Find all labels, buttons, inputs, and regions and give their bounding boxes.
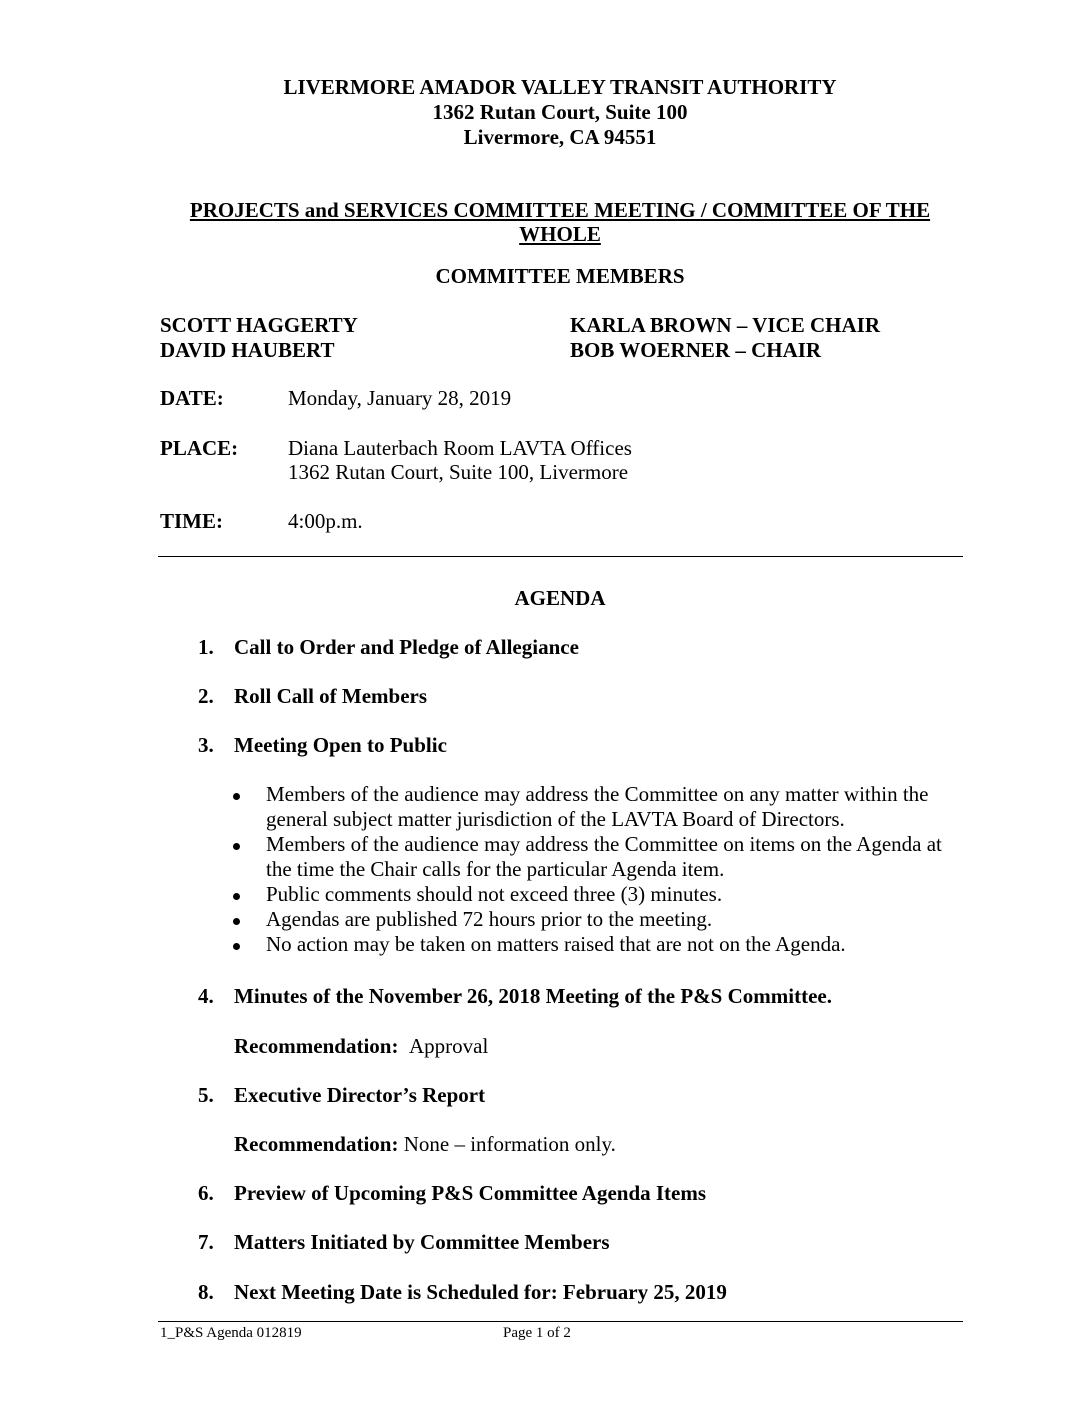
meeting-title-line-2: WHOLE xyxy=(519,222,601,246)
bullet-icon xyxy=(233,918,240,925)
header-divider xyxy=(158,556,963,557)
agenda-item-next-meeting: Next Meeting Date is Scheduled for: February 25, 2019 xyxy=(234,1280,727,1304)
time-value: 4:00p.m. xyxy=(288,509,363,533)
agenda-heading: AGENDA xyxy=(514,586,606,610)
recommendation-value: None – information only. xyxy=(403,1132,616,1156)
agenda-item-number: 7. xyxy=(198,1230,214,1254)
address-line-1: 1362 Rutan Court, Suite 100 xyxy=(432,100,688,124)
agenda-item-call-to-order: Call to Order and Pledge of Allegiance xyxy=(234,635,579,659)
agenda-item-roll-call: Roll Call of Members xyxy=(234,684,428,708)
agenda-item-minutes: Minutes of the November 26, 2018 Meeting of the P&S Committee. xyxy=(234,984,832,1008)
time-label: TIME: xyxy=(160,509,223,533)
member-scott-haggerty: SCOTT HAGGERTY xyxy=(160,313,358,337)
org-name: LIVERMORE AMADOR VALLEY TRANSIT AUTHORITY xyxy=(283,75,837,99)
date-value: Monday, January 28, 2019 xyxy=(288,386,512,410)
footer-doc-id: 1_P&S Agenda 012819 xyxy=(160,1325,302,1341)
recommendation-label: Recommendation: xyxy=(234,1132,399,1156)
member-karla-brown: KARLA BROWN – VICE CHAIR xyxy=(570,313,880,337)
place-line-2: 1362 Rutan Court, Suite 100, Livermore xyxy=(288,460,629,484)
address-line-2: Livermore, CA 94551 xyxy=(463,125,657,149)
agenda-item-number: 4. xyxy=(198,984,214,1008)
public-comment-rule: No action may be taken on matters raised that are not on the Agenda. xyxy=(266,932,846,956)
agenda-item-executive-report: Executive Director’s Report xyxy=(234,1083,486,1107)
recommendation-executive-report xyxy=(234,1132,616,1157)
bullet-icon xyxy=(233,943,240,950)
place-label: PLACE: xyxy=(160,436,239,460)
place-line-1: Diana Lauterbach Room LAVTA Offices xyxy=(288,436,632,460)
member-bob-woerner: BOB WOERNER – CHAIR xyxy=(570,338,822,362)
footer-page-number: Page 1 of 2 xyxy=(503,1325,571,1341)
agenda-item-meeting-open: Meeting Open to Public xyxy=(234,733,447,757)
recommendation-label: Recommendation: xyxy=(234,1034,399,1058)
agenda-item-number: 3. xyxy=(198,733,214,757)
agenda-item-number: 6. xyxy=(198,1181,214,1205)
agenda-item-number: 8. xyxy=(198,1280,214,1304)
agenda-item-number: 2. xyxy=(198,684,214,708)
public-comment-rule: Members of the audience may address the Committee on any matter within the general subject matter jurisdiction of the LAVTA Board of Directors. xyxy=(266,782,929,831)
bullet-icon xyxy=(233,893,240,900)
agenda-item-number: 5. xyxy=(198,1083,214,1107)
recommendation-value: Approval xyxy=(408,1034,489,1058)
date-label: DATE: xyxy=(160,386,224,410)
members-heading: COMMITTEE MEMBERS xyxy=(435,264,685,288)
public-comment-rule: Public comments should not exceed three (3) minutes. xyxy=(266,882,723,906)
bullet-icon xyxy=(233,793,240,800)
public-comment-rule: Agendas are published 72 hours prior to the meeting. xyxy=(266,907,713,931)
agenda-item-matters-initiated: Matters Initiated by Committee Members xyxy=(234,1230,610,1254)
public-comment-rule: Members of the audience may address the Committee on items on the Agenda at the time the Chair calls for the particular Agenda item. xyxy=(266,832,942,881)
agenda-item-preview: Preview of Upcoming P&S Committee Agenda Items xyxy=(234,1181,707,1205)
meeting-title-line-1: PROJECTS and SERVICES COMMITTEE MEETING / COMMITTEE OF THE xyxy=(189,198,931,222)
member-david-haubert: DAVID HAUBERT xyxy=(160,338,335,362)
footer-divider xyxy=(158,1321,963,1322)
agenda-item-number: 1. xyxy=(198,635,214,659)
recommendation-minutes xyxy=(234,1034,488,1059)
bullet-icon xyxy=(233,843,240,850)
